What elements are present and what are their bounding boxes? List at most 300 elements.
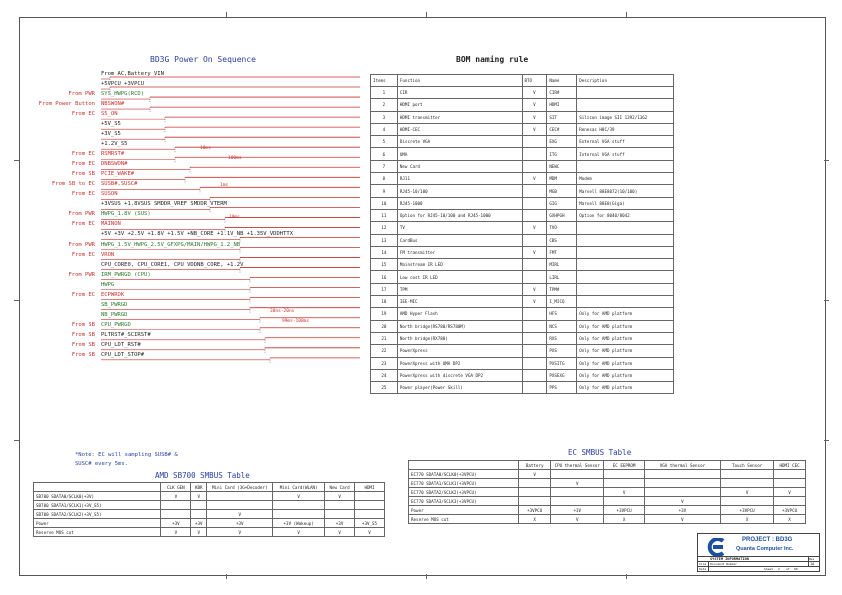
bom-table <box>370 74 674 394</box>
bom-cell <box>522 308 547 320</box>
table-header-cell: HDMI <box>355 483 385 492</box>
bom-cell: HDMI <box>547 99 577 111</box>
bom-cell: HFS <box>547 308 577 320</box>
seq-source-label: From EC <box>71 291 95 298</box>
bom-cell: HDMI port <box>397 99 522 111</box>
bom-cell: Renesas H8C/39 <box>577 123 674 135</box>
bom-cell: Low cost IR LED <box>397 271 522 283</box>
table-cell: EC770 SDATA3/SCLK3(+3VPCU) <box>409 497 519 506</box>
timing-label: 10ms <box>200 146 211 151</box>
bom-header-cell: Description <box>577 75 674 87</box>
bom-cell: Only for AMD platform <box>577 308 674 320</box>
table-cell: +3V <box>207 519 273 528</box>
table-cell: +3V <box>325 519 355 528</box>
sheet-number: 2 <box>778 566 780 571</box>
bom-cell: 13 <box>371 234 398 246</box>
bom-cell: V <box>522 246 547 258</box>
table-cell: X <box>604 515 644 524</box>
seq-signal-name: SUSB#,SUSC# <box>101 181 138 188</box>
table-cell: V <box>644 515 720 524</box>
table-cell: +3VPCU <box>774 506 806 515</box>
bom-cell: 23 <box>371 357 398 369</box>
bom-row <box>371 308 674 320</box>
bom-row <box>371 197 674 209</box>
table-cell: +3V <box>161 519 191 528</box>
table-row <box>409 470 806 479</box>
table-cell <box>519 488 551 497</box>
bom-cell: SIT <box>547 111 577 123</box>
bom-cell: Option for 8040/8042 <box>577 209 674 221</box>
table-cell <box>604 479 644 488</box>
bom-header-cell: BTO <box>522 75 547 87</box>
bom-cell: FM transmitter <box>397 246 522 258</box>
bom-cell <box>522 345 547 357</box>
bom-cell <box>522 259 547 271</box>
table-cell <box>207 492 273 501</box>
table-header-cell: Mini Card(WLAN) <box>273 483 325 492</box>
bom-cell: V <box>522 111 547 123</box>
table-cell: V <box>207 510 273 519</box>
table-header-cell: HDMI CEC <box>774 461 806 470</box>
bom-cell <box>577 160 674 172</box>
table-cell: V <box>161 492 191 501</box>
seq-source-label: From EC <box>71 251 95 258</box>
bom-cell: 25 <box>371 382 398 394</box>
table-cell <box>721 497 774 506</box>
bom-header-cell: Function <box>397 75 522 87</box>
bom-cell <box>577 296 674 308</box>
table-cell <box>551 488 604 497</box>
bom-cell: PowerXpress with UMA DP2 <box>397 357 522 369</box>
table-header-cell <box>409 461 519 470</box>
bom-cell: PowerXpress <box>397 345 522 357</box>
table-row <box>34 519 385 528</box>
table-cell <box>355 492 385 501</box>
table-cell <box>551 497 604 506</box>
bom-cell: CardBus <box>397 234 522 246</box>
table-cell <box>355 510 385 519</box>
table-cell <box>273 501 325 510</box>
bom-cell: Marvell 88E8072(10/100) <box>577 185 674 197</box>
size-label: Size <box>699 561 707 566</box>
of-label: of <box>786 566 790 571</box>
table-cell: EC770 SDATA0/SCLK0(+3VPCU) <box>409 470 519 479</box>
table-header-cell: Mini Card (3G+Decoder) <box>207 483 273 492</box>
bom-cell: RJ45-10/100 <box>397 185 522 197</box>
bom-cell: 2 <box>371 99 398 111</box>
seq-signal-name: DNBSWON# <box>101 161 128 168</box>
bom-cell: MGB <box>547 185 577 197</box>
bom-row <box>371 259 674 271</box>
timing-label: 1ms <box>220 183 229 188</box>
seq-signal-name: PLTRST#_SCIRST# <box>101 331 151 338</box>
bom-cell <box>522 234 547 246</box>
table-cell: V <box>325 492 355 501</box>
bom-row <box>371 369 674 381</box>
timing-label: 100ms <box>228 156 242 161</box>
bom-cell: TPM <box>397 283 522 295</box>
seq-signal-name: MAINON <box>101 221 121 228</box>
bom-cell: HDMI-CEC <box>397 123 522 135</box>
bom-cell <box>577 222 674 234</box>
seq-source-label: From EC <box>71 161 95 168</box>
bom-cell: External VGA stuff <box>577 136 674 148</box>
bom-cell <box>577 246 674 258</box>
bom-row <box>371 246 674 258</box>
bom-cell: UMA <box>397 148 522 160</box>
seq-signal-name: SB_PWRGD <box>101 301 128 308</box>
table-cell: V <box>774 488 806 497</box>
seq-signal-name: +3VSUS +1.8VSUS SMDDR_VREF SMDDR_VTERM <box>101 201 227 208</box>
table-cell: V <box>191 528 207 537</box>
bom-cell: Mainstream IR LED <box>397 259 522 271</box>
seq-signal-name: CPU_LDT_RST# <box>101 341 141 348</box>
table-header-cell: CPU thermal Sensor <box>551 461 604 470</box>
seq-signal-name: CPU_CORE0, CPU_CORE1, CPU VDDNB_CORE, +1.2V <box>101 261 244 268</box>
ec-smbus-table <box>408 460 806 524</box>
seq-signal-name: +3V_S5 <box>101 131 121 138</box>
seq-signal-name: RSMRST# <box>101 151 125 158</box>
seq-source-label: From SB <box>71 171 95 178</box>
rev-label: Rev <box>809 556 815 561</box>
table-cell: V <box>273 492 325 501</box>
seq-source-label: From PWR <box>68 91 95 98</box>
table-cell: +3V (Wakeup) <box>273 519 325 528</box>
bom-row <box>371 123 674 135</box>
seq-source-label: From EC <box>71 111 95 118</box>
bom-cell <box>522 197 547 209</box>
table-row <box>409 506 806 515</box>
table-cell: X <box>774 515 806 524</box>
table-row <box>409 497 806 506</box>
seq-source-label: From SB <box>71 341 95 348</box>
bom-cell: 12 <box>371 222 398 234</box>
table-header-cell: EC EEPROM <box>604 461 644 470</box>
bom-cell: 14 <box>371 246 398 258</box>
table-row <box>34 510 385 519</box>
bom-cell: Only for AMD platform <box>577 357 674 369</box>
bom-cell: Only for AMD platform <box>577 369 674 381</box>
bom-cell: TV <box>397 222 522 234</box>
bom-cell: 11 <box>371 209 398 221</box>
bom-cell <box>577 283 674 295</box>
bom-cell: LIRL <box>547 271 577 283</box>
table-cell: V <box>721 488 774 497</box>
bom-cell: Silicon image SII 1392/1362 <box>577 111 674 123</box>
table-cell: +3VPCU <box>604 506 644 515</box>
bom-cell: CIR <box>397 87 522 99</box>
table-cell <box>519 497 551 506</box>
bom-cell: RJ11 <box>397 173 522 185</box>
bom-cell <box>577 234 674 246</box>
timing-label: 30ns-20ns <box>270 309 295 314</box>
bom-cell <box>577 99 674 111</box>
seq-signal-name: From AC,Battery VIN <box>101 71 164 77</box>
bom-cell: V <box>522 283 547 295</box>
table-cell <box>721 470 774 479</box>
bom-cell: 24 <box>371 369 398 381</box>
bom-cell: V <box>522 222 547 234</box>
bom-cell: V <box>522 123 547 135</box>
bom-cell: NEWC <box>547 160 577 172</box>
table-cell <box>644 488 720 497</box>
bom-row <box>371 99 674 111</box>
table-cell <box>191 501 207 510</box>
bom-cell: North bridge(RS780/RS780M) <box>397 320 522 332</box>
seq-source-label: From PWR <box>68 211 95 218</box>
bom-cell: FMT <box>547 246 577 258</box>
bom-row <box>371 160 674 172</box>
table-cell <box>774 479 806 488</box>
bom-cell: EXG <box>547 136 577 148</box>
table-header-cell: CLK GEN <box>161 483 191 492</box>
table-cell: +3V <box>644 506 720 515</box>
table-header-cell: KBR <box>191 483 207 492</box>
table-cell: SB700 SDATA2/SCLK2(+3V_S5) <box>34 510 161 519</box>
sheet-label: Sheet <box>764 566 774 571</box>
bom-cell: RXS <box>547 332 577 344</box>
bom-cell: 5 <box>371 136 398 148</box>
seq-signal-name: +1.2V_S5 <box>101 141 128 148</box>
table-cell: Power <box>409 506 519 515</box>
bom-row <box>371 345 674 357</box>
table-cell <box>644 470 720 479</box>
bom-cell <box>522 271 547 283</box>
seq-source-label: From EC <box>71 151 95 158</box>
bom-cell: IEE-MIC <box>397 296 522 308</box>
table-cell <box>774 497 806 506</box>
bom-cell: 18 <box>371 296 398 308</box>
bom-cell: GIG <box>547 197 577 209</box>
bom-cell: 10 <box>371 197 398 209</box>
bom-cell: TVO <box>547 222 577 234</box>
table-cell <box>774 470 806 479</box>
bom-cell: V <box>522 296 547 308</box>
bom-row <box>371 332 674 344</box>
timing-label: 10ms <box>229 215 240 220</box>
bom-cell <box>522 369 547 381</box>
bom-cell: 19 <box>371 308 398 320</box>
timing-label: 99ms-108ms <box>282 319 310 324</box>
bom-cell: NCS <box>547 320 577 332</box>
amd-smbus-table <box>33 482 385 537</box>
bom-header-cell: Items <box>371 75 398 87</box>
bom-row <box>371 136 674 148</box>
seq-source-label: From SB <box>71 331 95 338</box>
seq-source-label: From SB <box>71 351 95 358</box>
rev-value: 1A <box>810 561 815 566</box>
bom-cell <box>577 271 674 283</box>
bom-cell: Only for AMD platform <box>577 382 674 394</box>
bom-cell: MIRL <box>547 259 577 271</box>
bom-cell <box>522 320 547 332</box>
table-cell: V <box>355 528 385 537</box>
project-name: PROJECT : BD3G <box>742 537 793 543</box>
bom-cell: Discrete VGA <box>397 136 522 148</box>
bom-cell: Option for RJ45-10/100 and RJ45-1000 <box>397 209 522 221</box>
bom-cell <box>522 160 547 172</box>
table-cell: V <box>325 528 355 537</box>
bom-cell <box>522 185 547 197</box>
table-header-cell: New Card <box>325 483 355 492</box>
bom-cell: 20 <box>371 320 398 332</box>
bom-cell: V <box>522 173 547 185</box>
bom-cell: V <box>522 87 547 99</box>
table-cell: V <box>644 497 720 506</box>
table-cell <box>551 470 604 479</box>
table-cell <box>604 470 644 479</box>
bom-cell: Only for AMD platform <box>577 320 674 332</box>
table-cell: Power <box>34 519 161 528</box>
table-cell: V <box>551 479 604 488</box>
bom-cell <box>522 332 547 344</box>
seq-signal-name: SYS_HWPG(RCD) <box>101 91 145 98</box>
seq-signal-name: VRON <box>101 251 115 258</box>
power-seq-title: BD3G Power On Sequence <box>150 55 256 64</box>
bom-cell: Marvell 88E8(Giga) <box>577 197 674 209</box>
seq-signal-name: HWPG_1.5V_HWPG_2.5V_GFXPG/MAIN/HWPG_1.2_NB <box>101 241 241 248</box>
bom-cell: 21 <box>371 332 398 344</box>
seq-source-label: From SB <box>71 321 95 328</box>
bom-row <box>371 234 674 246</box>
seq-source-label: From PWR <box>68 241 95 248</box>
bom-cell <box>577 259 674 271</box>
bom-row <box>371 222 674 234</box>
bom-cell: PXS <box>547 345 577 357</box>
total-sheets: 60 <box>794 566 798 571</box>
bom-row <box>371 209 674 221</box>
table-header-cell: Battery <box>519 461 551 470</box>
bom-cell: PPS <box>547 382 577 394</box>
table-cell: +3V_S5 <box>355 519 385 528</box>
table-cell: Reserve MOS cut <box>34 528 161 537</box>
bom-cell <box>522 136 547 148</box>
table-cell: V <box>519 470 551 479</box>
amd-smbus-title: AMD SB700 SMBUS Table <box>155 471 250 480</box>
table-row <box>34 501 385 510</box>
table-cell: Reserve MOS cut <box>409 515 519 524</box>
bom-cell: I_MICQ <box>547 296 577 308</box>
seq-signal-name: +5V_S5 <box>101 121 121 128</box>
table-cell <box>161 510 191 519</box>
table-header-cell: Touch Sensor <box>721 461 774 470</box>
seq-source-label: From EC <box>71 191 95 198</box>
bom-cell: New Card <box>397 160 522 172</box>
bom-cell: 16 <box>371 271 398 283</box>
table-cell: +3VPCU <box>519 506 551 515</box>
table-cell <box>273 510 325 519</box>
table-cell: SB700 SDATA0/SCLK0(+3V) <box>34 492 161 501</box>
bom-cell: 3 <box>371 111 398 123</box>
bom-row <box>371 271 674 283</box>
bom-cell: 9 <box>371 185 398 197</box>
table-cell: +3V <box>551 506 604 515</box>
table-cell <box>325 510 355 519</box>
seq-source-label: From EC <box>71 221 95 228</box>
bom-row <box>371 382 674 394</box>
company-name: Quanta Computer Inc. <box>736 546 794 552</box>
seq-signal-name: NBSWON# <box>101 101 125 108</box>
bom-cell: CBS <box>547 234 577 246</box>
bom-cell: Modem <box>577 173 674 185</box>
bom-cell: AMD Hyper Flash <box>397 308 522 320</box>
bom-cell: PXSEXG <box>547 369 577 381</box>
table-row <box>34 492 385 501</box>
bom-cell: 15 <box>371 259 398 271</box>
table-cell: +3VPCU <box>721 506 774 515</box>
bom-cell: PowerXpress with discrete VGA DP2 <box>397 369 522 381</box>
note-line-1: *Note: EC will sampling SUSB# & <box>75 452 178 458</box>
table-cell: V <box>191 492 207 501</box>
bom-cell: 6 <box>371 148 398 160</box>
table-cell: SB700 SDATA1/SCLK1(+3V_S5) <box>34 501 161 510</box>
table-row <box>34 528 385 537</box>
bom-cell <box>577 87 674 99</box>
bom-cell: North bridge(RX780) <box>397 332 522 344</box>
seq-signal-name: NB_PWRGD <box>101 311 128 318</box>
bom-cell: Only for AMD platform <box>577 332 674 344</box>
bom-cell: 8 <box>371 173 398 185</box>
table-cell: EC770 SDATA1/SCLK1(+3VPCU) <box>409 479 519 488</box>
bom-cell: Power player(Power Skill) <box>397 382 522 394</box>
bom-cell <box>522 382 547 394</box>
seq-source-label: From SB to EC <box>51 181 95 188</box>
bom-row <box>371 357 674 369</box>
bom-cell: HDMI transmitter <box>397 111 522 123</box>
bom-row <box>371 283 674 295</box>
table-cell: X <box>519 515 551 524</box>
table-header-cell: VGA thermal Sensor <box>644 461 720 470</box>
seq-source-label: From PWR <box>68 271 95 278</box>
seq-signal-name: IRM_PWRGD (CPU) <box>101 271 151 278</box>
seq-signal-name: ECPWROK <box>101 291 125 298</box>
table-cell <box>191 510 207 519</box>
bom-cell: MDM <box>547 173 577 185</box>
bom-cell: Internal VGA stuff <box>577 148 674 160</box>
table-cell: V <box>551 515 604 524</box>
bom-cell: CIR# <box>547 87 577 99</box>
date-label: Date <box>699 566 707 571</box>
table-row <box>409 515 806 524</box>
seq-signal-name: HWPG <box>101 281 115 288</box>
bom-cell: ITG <box>547 148 577 160</box>
seq-signal-name: SUSON <box>101 191 118 198</box>
sheet-title: SYSTEM INFORMATION <box>710 556 749 561</box>
table-cell <box>207 501 273 510</box>
bom-cell <box>522 357 547 369</box>
bom-row <box>371 148 674 160</box>
table-cell <box>355 501 385 510</box>
table-cell: V <box>161 528 191 537</box>
bom-row <box>371 296 674 308</box>
seq-signal-name: CPU_PWRGD <box>101 321 131 328</box>
bom-cell: RJ45-1000 <box>397 197 522 209</box>
bom-cell: TPM# <box>547 283 577 295</box>
table-cell: V <box>604 488 644 497</box>
table-cell <box>604 497 644 506</box>
seq-source-label: From Power Button <box>38 101 95 108</box>
bom-cell: 7 <box>371 160 398 172</box>
bom-row <box>371 173 674 185</box>
bom-cell: PXSITG <box>547 357 577 369</box>
ec-smbus-title: EC SMBUS Table <box>568 448 632 457</box>
table-cell <box>325 501 355 510</box>
quanta-logo <box>703 538 727 556</box>
bom-cell: 4 <box>371 123 398 135</box>
bom-row <box>371 185 674 197</box>
seq-signal-name: +5V +3V +2.5V +1.8V +1.5V +NB_CORE +1.1V_NB +1.35V_VDDHTTX <box>101 231 294 238</box>
document-number-label: Document Number <box>710 561 738 566</box>
